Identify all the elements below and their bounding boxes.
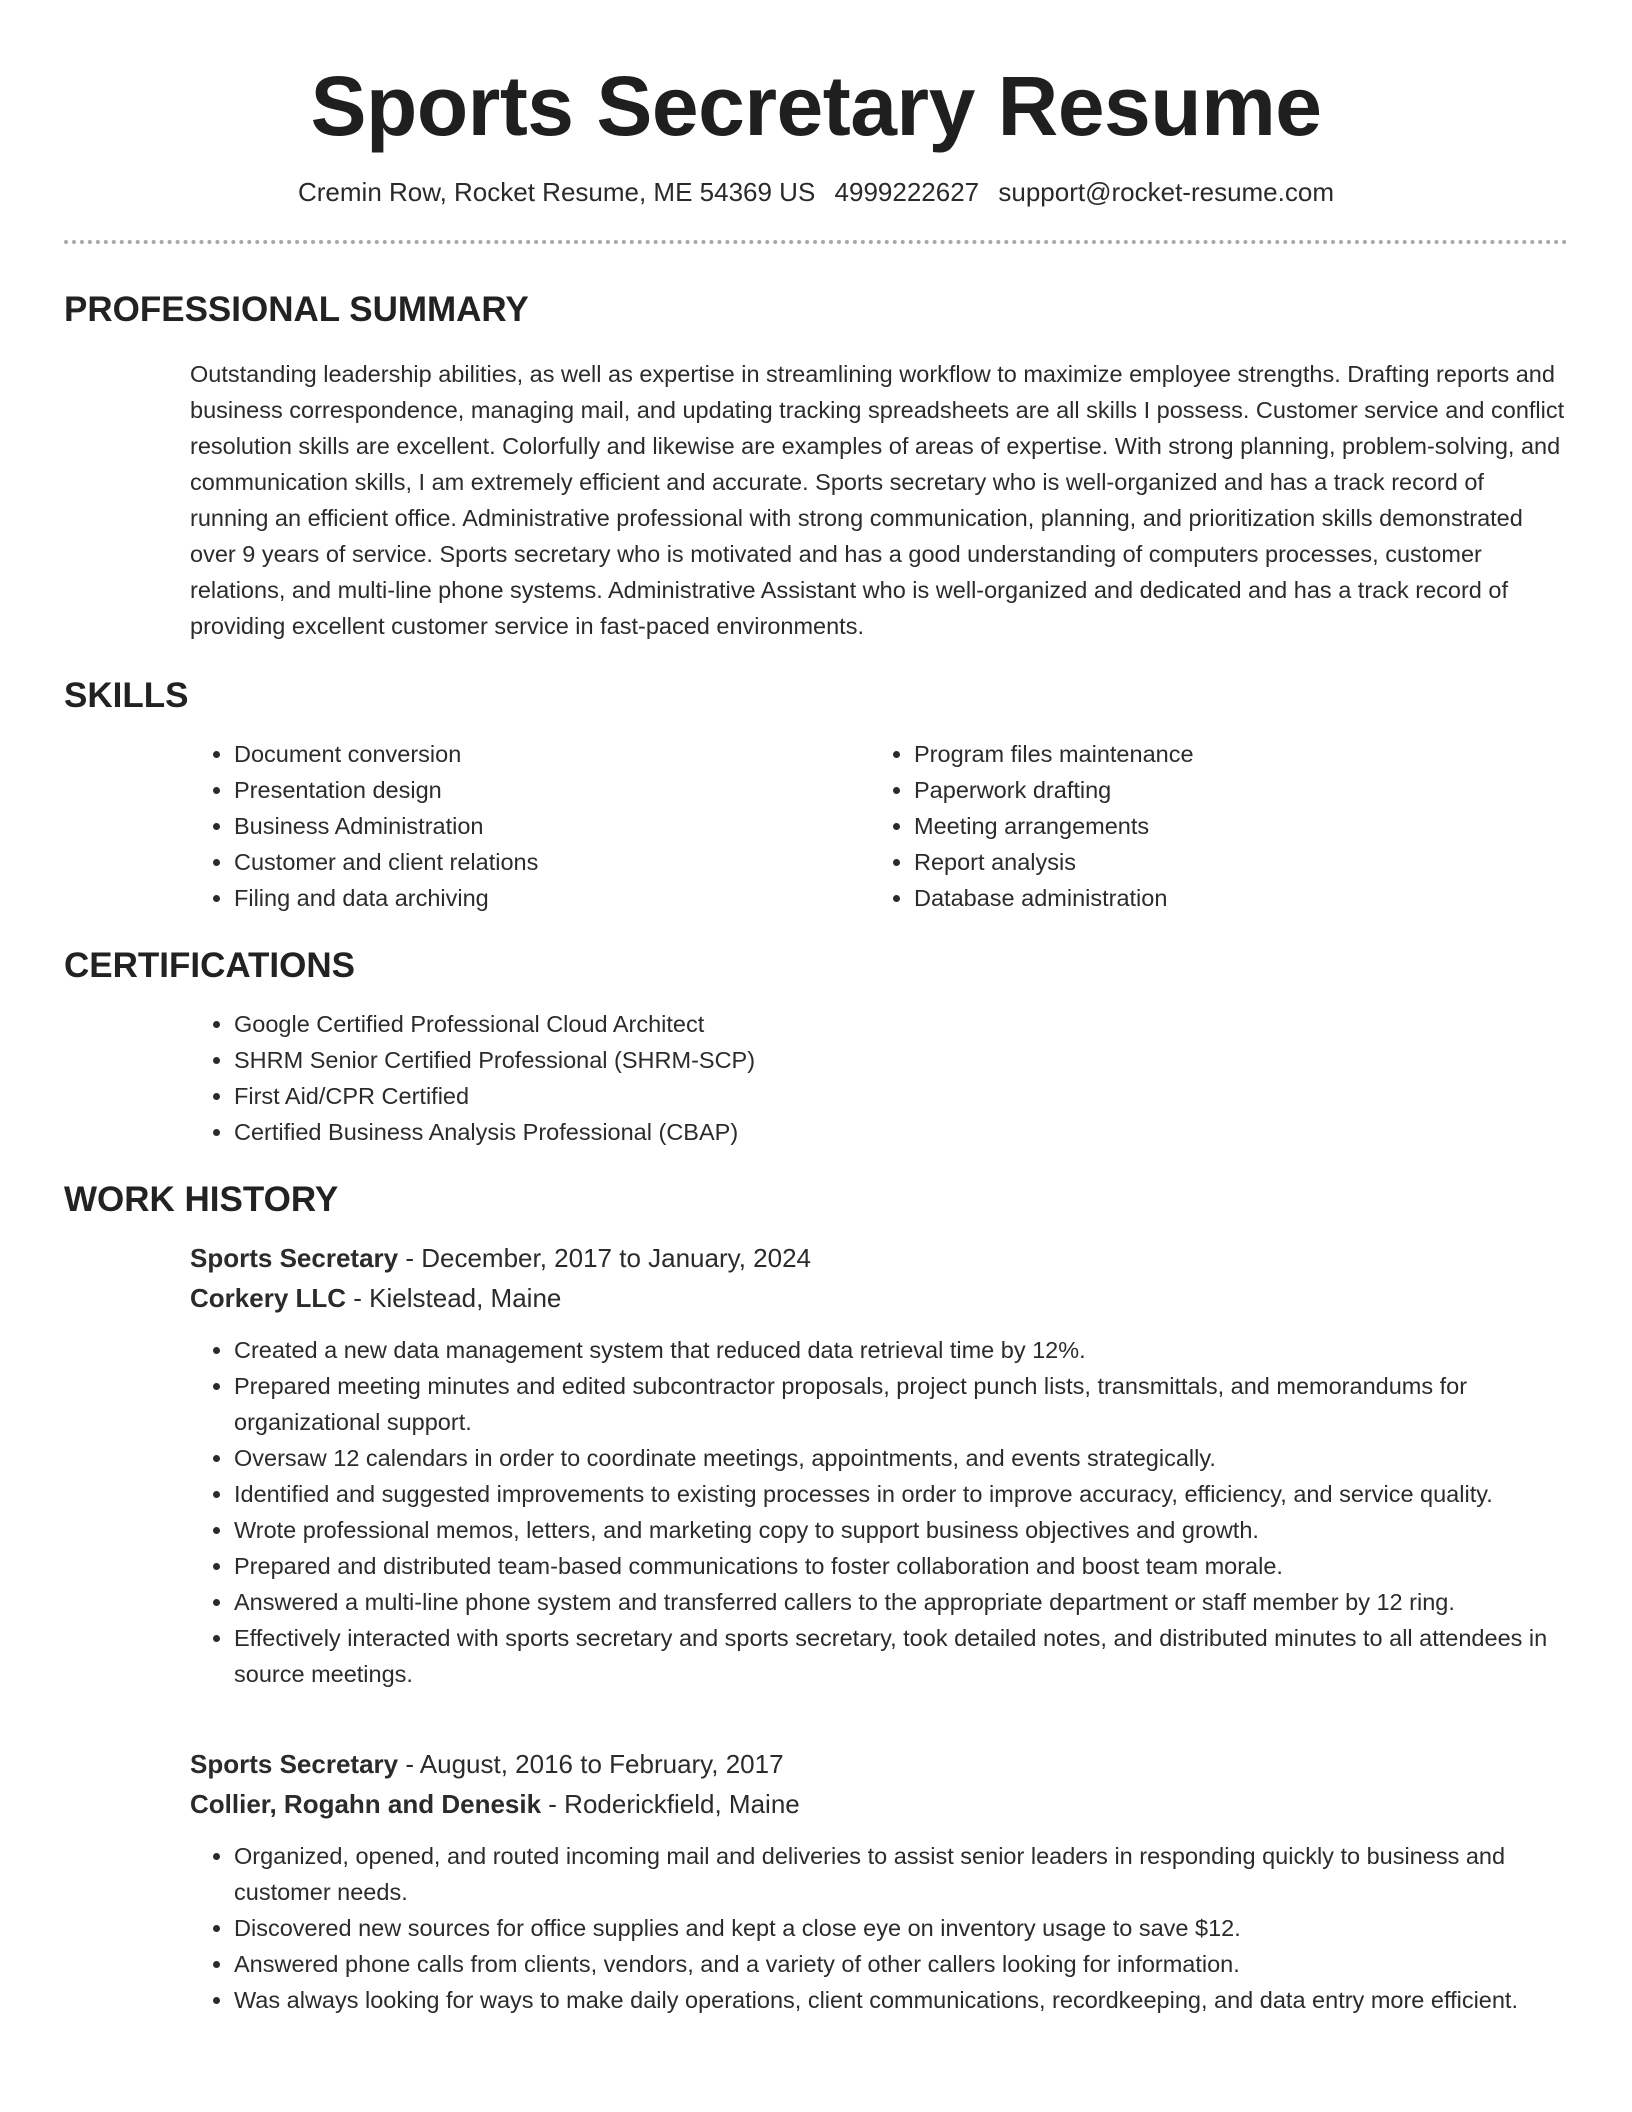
- job-company: Corkery LLC: [190, 1283, 347, 1313]
- work-history-section: [64, 1178, 1568, 2018]
- job-role: Sports Secretary: [190, 1749, 399, 1779]
- certification-item: • SHRM Senior Certified Professional (SHRM-SCP): [234, 1042, 1568, 1078]
- skill-item: • Paperwork drafting: [914, 772, 1550, 808]
- job-entry: [190, 1744, 1568, 2018]
- contact-address: Cremin Row, Rocket Resume, ME 54369 US: [297, 177, 816, 207]
- contact-email: support@rocket-resume.com: [998, 177, 1334, 207]
- job-bullet: • Organized, opened, and routed incoming mail and deliveries to assist senior leaders in responding quickly to business and customer needs.: [234, 1838, 1568, 1910]
- resume-page: [64, 0, 1568, 2018]
- job-bullet: • Discovered new sources for office supplies and kept a close eye on inventory usage to save $12.: [234, 1910, 1568, 1946]
- certification-item: • Certified Business Analysis Professional (CBAP): [234, 1114, 1568, 1150]
- skill-item: • Presentation design: [234, 772, 870, 808]
- job-bullet-list: [190, 1838, 1568, 2018]
- skills-section: [64, 674, 1568, 916]
- skills-heading: SKILLS: [64, 676, 189, 715]
- skill-item: • Meeting arrangements: [914, 808, 1550, 844]
- skill-item: • Database administration: [914, 880, 1550, 916]
- job-bullet: • Prepared meeting minutes and edited subcontractor proposals, project punch lists, transmittals, and memorandums for organizational support.: [234, 1368, 1568, 1440]
- job-bullet: • Prepared and distributed team-based communications to foster collaboration and boost team morale.: [234, 1548, 1568, 1584]
- job-entry: [190, 1238, 1568, 1692]
- job-company: Collier, Rogahn and Denesik: [190, 1789, 542, 1819]
- job-bullet: • Answered a multi-line phone system and transferred callers to the appropriate department or staff member by 12 ring.: [234, 1584, 1568, 1620]
- certifications-heading: CERTIFICATIONS: [64, 946, 356, 985]
- job-company-line: [190, 1784, 1568, 1824]
- job-bullet: • Answered phone calls from clients, vendors, and a variety of other callers looking for information.: [234, 1946, 1568, 1982]
- summary-text: Outstanding leadership abilities, as well as expertise in streamlining workflow to maximize employee strengths. Drafting reports and business correspondence, managing mail, and updating tracking spreadsheets are all skills I possess. Customer service and conflict resolution skills are excellent. Colorfully and likewise are examples of areas of expertise. With strong planning, problem-solving, and communication skills, I am extremely efficient and accurate. Sports secretary who is well-organized and has a track record of running an efficient office. Administrative professional with strong communication, planning, and prioritization skills demonstrated over 9 years of service. Sports secretary who is motivated and has a good understanding of computers processes, customer relations, and multi-line phone systems. Administrative Assistant who is well-organized and dedicated and has a track record of providing excellent customer service in fast-paced environments.: [190, 361, 1565, 639]
- job-location: - Roderickfield, Maine: [541, 1789, 800, 1819]
- skill-item: • Filing and data archiving: [234, 880, 870, 916]
- certifications-section: [64, 944, 1568, 1150]
- job-bullet: • Wrote professional memos, letters, and marketing copy to support business objectives and growth.: [234, 1512, 1568, 1548]
- work-history-heading: WORK HISTORY: [64, 1180, 339, 1219]
- contact-line: [64, 174, 1568, 210]
- job-bullet: • Oversaw 12 calendars in order to coordinate meetings, appointments, and events strategically.: [234, 1440, 1568, 1476]
- certifications-list: [190, 1006, 1568, 1150]
- skill-item: • Document conversion: [234, 736, 870, 772]
- skill-item: • Program files maintenance: [914, 736, 1550, 772]
- job-bullets: [190, 1838, 1568, 2018]
- certifications-list-wrap: [190, 1006, 1568, 1150]
- certification-item: • First Aid/CPR Certified: [234, 1078, 1568, 1114]
- contact-phone: 4999222627: [834, 177, 980, 207]
- skills-grid: [190, 736, 1568, 916]
- job-bullets: [190, 1332, 1568, 1692]
- certification-item: • Google Certified Professional Cloud Architect: [234, 1006, 1568, 1042]
- job-bullet: • Identified and suggested improvements to existing processes in order to improve accuracy, efficiency, and service quality.: [234, 1476, 1568, 1512]
- job-bullet: • Effectively interacted with sports secretary and sports secretary, took detailed notes, and distributed minutes to all attendees in source meetings.: [234, 1620, 1568, 1692]
- skill-item: • Report analysis: [914, 844, 1550, 880]
- job-title-line: [190, 1238, 1568, 1278]
- skills-list-left: [190, 736, 870, 916]
- job-dates: - December, 2017 to January, 2024: [398, 1243, 811, 1273]
- job-bullet: • Created a new data management system that reduced data retrieval time by 12%.: [234, 1332, 1568, 1368]
- summary-heading: PROFESSIONAL SUMMARY: [64, 290, 529, 329]
- job-title-line: [190, 1744, 1568, 1784]
- skills-list-right: [870, 736, 1550, 916]
- job-company-line: [190, 1278, 1568, 1318]
- skill-item: • Customer and client relations: [234, 844, 870, 880]
- job-role: Sports Secretary: [190, 1243, 399, 1273]
- job-bullet: • Was always looking for ways to make daily operations, client communications, recordkeeping, and data entry more efficient.: [234, 1982, 1568, 2018]
- job-dates: - August, 2016 to February, 2017: [398, 1749, 784, 1779]
- summary-section: [64, 288, 1568, 644]
- skill-item: • Business Administration: [234, 808, 870, 844]
- job-location: - Kielstead, Maine: [346, 1283, 562, 1313]
- resume-title: Sports Secretary Resume: [310, 59, 1322, 153]
- job-bullet-list: [190, 1332, 1568, 1692]
- header-divider: [64, 240, 1568, 244]
